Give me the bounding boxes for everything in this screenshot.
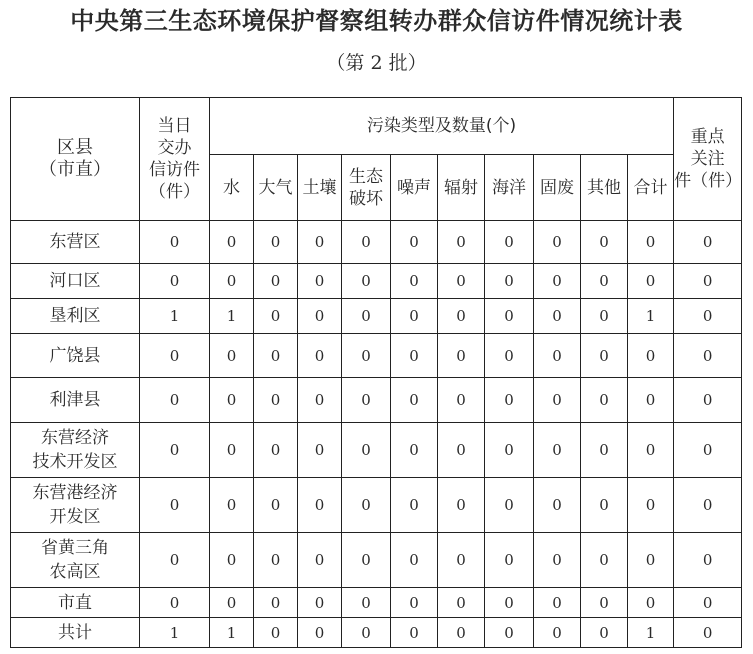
district-name-cell: 东营经济 技术开发区 [11,423,140,478]
value-cell: 0 [342,588,391,618]
value-cell: 0 [298,618,342,648]
value-cell: 0 [210,221,254,264]
value-cell: 0 [581,423,628,478]
value-cell: 0 [298,588,342,618]
value-cell: 0 [438,264,485,299]
batch-subtitle: （第 2 批） [326,52,427,74]
header-ocean: 海洋 [485,155,534,221]
value-cell: 0 [438,588,485,618]
value-cell: 0 [581,334,628,378]
value-cell: 0 [438,423,485,478]
value-cell: 0 [298,478,342,533]
value-cell: 0 [210,533,254,588]
value-cell: 0 [210,378,254,423]
header-water: 水 [210,155,254,221]
value-cell: 0 [298,221,342,264]
value-cell: 0 [140,423,210,478]
value-cell: 0 [581,378,628,423]
value-cell: 0 [628,264,674,299]
value-cell: 0 [438,221,485,264]
value-cell: 0 [485,533,534,588]
value-cell: 0 [485,264,534,299]
table-row [11,478,742,533]
header-daily-cases: 当日 交办 信访件 （件） [140,98,210,221]
value-cell: 0 [342,378,391,423]
value-cell: 0 [298,264,342,299]
value-cell: 0 [298,378,342,423]
value-cell: 0 [485,221,534,264]
value-cell: 0 [298,423,342,478]
value-cell: 0 [534,264,581,299]
value-cell: 0 [674,423,742,478]
value-cell: 0 [438,618,485,648]
value-cell: 0 [391,533,438,588]
value-cell: 0 [581,533,628,588]
value-cell: 1 [140,299,210,334]
value-cell: 0 [140,478,210,533]
value-cell: 0 [628,334,674,378]
value-cell: 0 [391,423,438,478]
value-cell: 0 [140,533,210,588]
value-cell: 0 [534,618,581,648]
value-cell: 0 [391,334,438,378]
value-cell: 0 [254,478,298,533]
header-noise: 噪声 [391,155,438,221]
value-cell: 0 [210,334,254,378]
page-title: 中央第三生态环境保护督察组转办群众信访件情况统计表 [70,7,683,35]
value-cell: 0 [628,533,674,588]
value-cell: 0 [581,299,628,334]
header-other: 其他 [581,155,628,221]
value-cell: 0 [342,533,391,588]
value-cell: 0 [342,299,391,334]
header-solid-waste: 固废 [534,155,581,221]
table-row [11,299,742,334]
value-cell: 0 [342,478,391,533]
value-cell: 0 [438,378,485,423]
value-cell: 0 [628,423,674,478]
value-cell: 0 [298,334,342,378]
value-cell: 0 [342,334,391,378]
table-row [11,334,742,378]
header-key-cases: 重点 关注 件（件） [674,98,742,221]
value-cell: 0 [391,221,438,264]
value-cell: 0 [391,588,438,618]
district-name-cell: 广饶县 [11,334,140,378]
value-cell: 0 [254,618,298,648]
value-cell: 0 [342,618,391,648]
value-cell: 0 [628,378,674,423]
value-cell: 0 [674,588,742,618]
header-pollution-group: 污染类型及数量(个) [210,98,674,155]
district-name-cell: 河口区 [11,264,140,299]
value-cell: 0 [254,221,298,264]
value-cell: 0 [534,423,581,478]
value-cell: 0 [674,378,742,423]
value-cell: 0 [581,221,628,264]
value-cell: 0 [534,533,581,588]
value-cell: 0 [342,423,391,478]
value-cell: 0 [342,221,391,264]
value-cell: 0 [485,378,534,423]
district-name-cell: 省黄三角 农高区 [11,533,140,588]
value-cell: 1 [140,618,210,648]
petition-statistics-table [10,97,742,648]
value-cell: 0 [140,588,210,618]
value-cell: 0 [534,478,581,533]
district-name-cell: 东营港经济 开发区 [11,478,140,533]
value-cell: 0 [485,478,534,533]
value-cell: 0 [674,299,742,334]
value-cell: 0 [674,478,742,533]
value-cell: 0 [534,299,581,334]
value-cell: 1 [210,618,254,648]
value-cell: 0 [140,264,210,299]
value-cell: 1 [628,618,674,648]
value-cell: 0 [438,478,485,533]
header-soil: 土壤 [298,155,342,221]
value-cell: 0 [391,478,438,533]
table-row [11,378,742,423]
value-cell: 0 [581,478,628,533]
value-cell: 0 [628,221,674,264]
table-row [11,423,742,478]
value-cell: 0 [485,334,534,378]
value-cell: 0 [391,299,438,334]
table-row [11,264,742,299]
value-cell: 0 [140,221,210,264]
value-cell: 0 [298,299,342,334]
table-row [11,221,742,264]
value-cell: 0 [485,299,534,334]
value-cell: 0 [485,618,534,648]
table-row [11,588,742,618]
value-cell: 0 [674,618,742,648]
value-cell: 0 [140,378,210,423]
header-ecology: 生态 破坏 [342,155,391,221]
header-row-1 [11,98,742,155]
table-body [11,221,742,648]
header-radiation: 辐射 [438,155,485,221]
value-cell: 0 [581,264,628,299]
value-cell: 0 [254,334,298,378]
value-cell: 0 [210,588,254,618]
value-cell: 0 [298,533,342,588]
value-cell: 0 [210,478,254,533]
value-cell: 0 [628,478,674,533]
value-cell: 0 [391,378,438,423]
value-cell: 0 [674,221,742,264]
table-row [11,533,742,588]
header-total: 合计 [628,155,674,221]
value-cell: 0 [581,618,628,648]
value-cell: 0 [534,378,581,423]
value-cell: 0 [140,334,210,378]
value-cell: 0 [254,264,298,299]
value-cell: 0 [438,299,485,334]
value-cell: 1 [210,299,254,334]
value-cell: 0 [674,264,742,299]
value-cell: 0 [254,423,298,478]
district-name-cell: 市直 [11,588,140,618]
value-cell: 0 [254,378,298,423]
value-cell: 0 [210,264,254,299]
value-cell: 0 [674,334,742,378]
value-cell: 0 [391,264,438,299]
value-cell: 0 [342,264,391,299]
value-cell: 0 [628,588,674,618]
district-name-cell: 东营区 [11,221,140,264]
value-cell: 0 [534,334,581,378]
value-cell: 1 [628,299,674,334]
value-cell: 0 [581,588,628,618]
value-cell: 0 [254,299,298,334]
district-name-cell: 利津县 [11,378,140,423]
value-cell: 0 [210,423,254,478]
value-cell: 0 [674,533,742,588]
value-cell: 0 [254,533,298,588]
district-name-cell: 垦利区 [11,299,140,334]
value-cell: 0 [254,588,298,618]
value-cell: 0 [485,588,534,618]
value-cell: 0 [438,533,485,588]
header-air: 大气 [254,155,298,221]
value-cell: 0 [534,221,581,264]
value-cell: 0 [391,618,438,648]
district-name-cell: 共计 [11,618,140,648]
value-cell: 0 [485,423,534,478]
value-cell: 0 [438,334,485,378]
table-row [11,618,742,648]
value-cell: 0 [534,588,581,618]
header-district: 区县 （市直） [11,98,140,221]
